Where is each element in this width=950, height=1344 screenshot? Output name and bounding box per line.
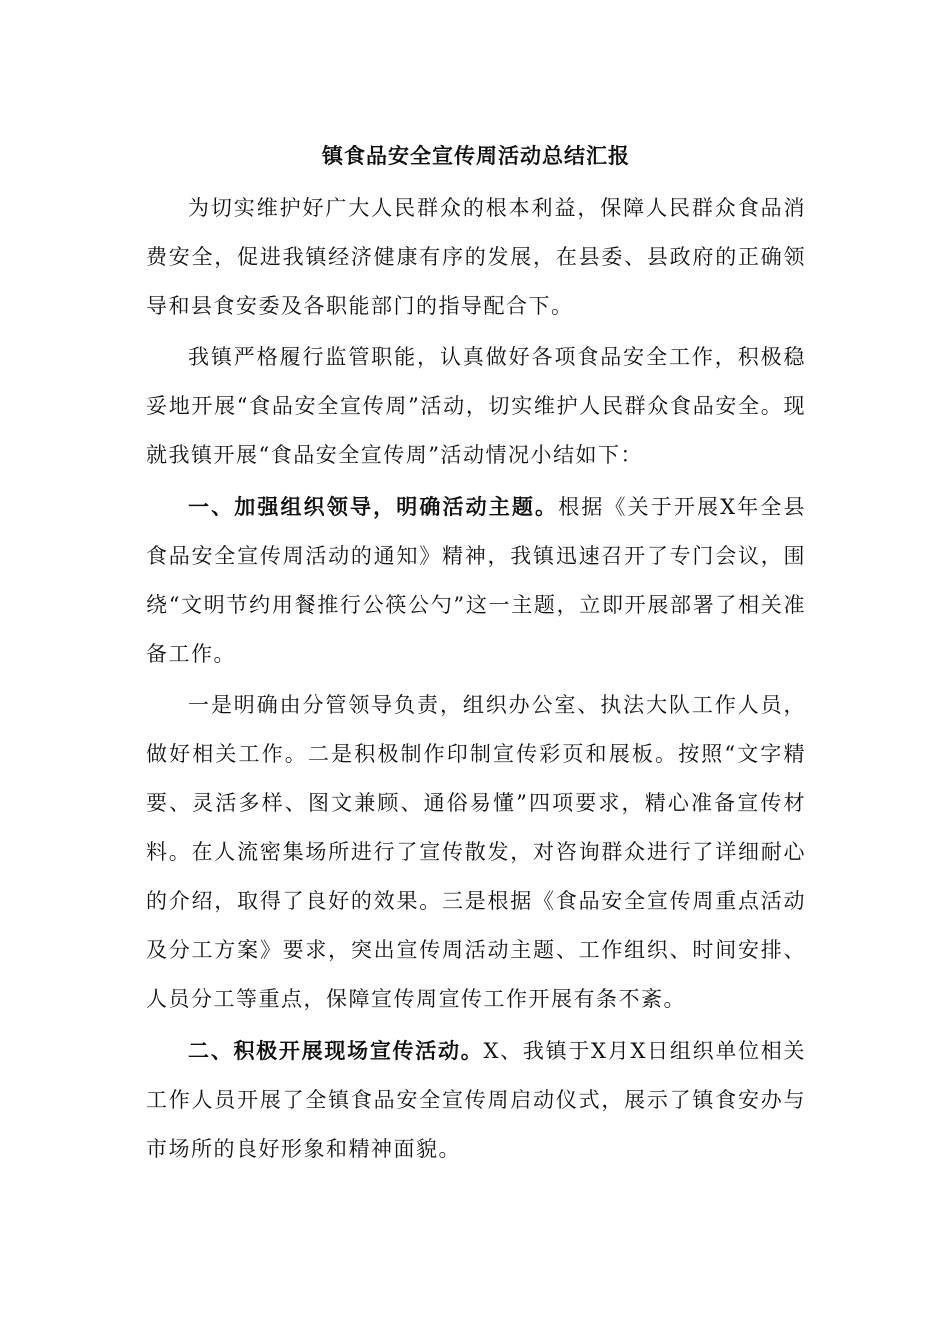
document-body (146, 136, 806, 1176)
paragraph-overview (146, 333, 806, 480)
section-heading: 一、加强组织领导，明确活动主题。 (188, 494, 559, 519)
paragraph-text: 根据《关于开展X年全县食品安全宣传周活动的通知》精神，我镇迅速召开了专门会议，围绕“文明节约用餐推行公筷公勺”这一主题，立即开展部署了相关准备工作。 (146, 495, 807, 666)
document-title: 镇食品安全宣传周活动总结汇报 (322, 143, 630, 168)
paragraph-intro (146, 184, 806, 331)
paragraph-text: X、我镇于X月X日组织单位相关工作人员开展了全镇食品安全宣传周启动仪式，展示了镇食安办与市场所的良好形象和精神面貌。 (146, 1039, 807, 1161)
paragraph-section-one (146, 482, 806, 679)
paragraph-section-one-details (146, 681, 806, 1024)
paragraph-text: 一是明确由分管领导负责，组织办公室、执法大队工作人员，做好相关工作。二是积极制作印制宣传彩页和展板。按照“文字精要、灵活多样、图文兼顾、通俗易懂”四项要求，精心准备宣传材料。在人流密集场所进行了宣传散发，对咨询群众进行了详细耐心的介绍，取得了良好的效果。三是根据《食品安全宣传周重点活动及分工方案》要求，突出宣传周活动主题、工作组织、时间安排、人员分工等重点，保障宣传周宣传工作开展有条不紊。 (146, 693, 806, 1011)
paragraph-text: 我镇严格履行监管职能，认真做好各项食品安全工作，积极稳妥地开展“食品安全宣传周”活动，切实维护人民群众食品安全。现就我镇开展“食品安全宣传周”活动情况小结如下： (146, 345, 806, 467)
section-heading: 二、积极开展现场宣传活动。 (188, 1038, 484, 1063)
paragraph-section-two (146, 1026, 806, 1174)
paragraph-text: 为切实维护好广大人民群众的根本利益，保障人民群众食品消费安全，促进我镇经济健康有序的发展，在县委、县政府的正确领导和县食安委及各职能部门的指导配合下。 (146, 196, 806, 318)
